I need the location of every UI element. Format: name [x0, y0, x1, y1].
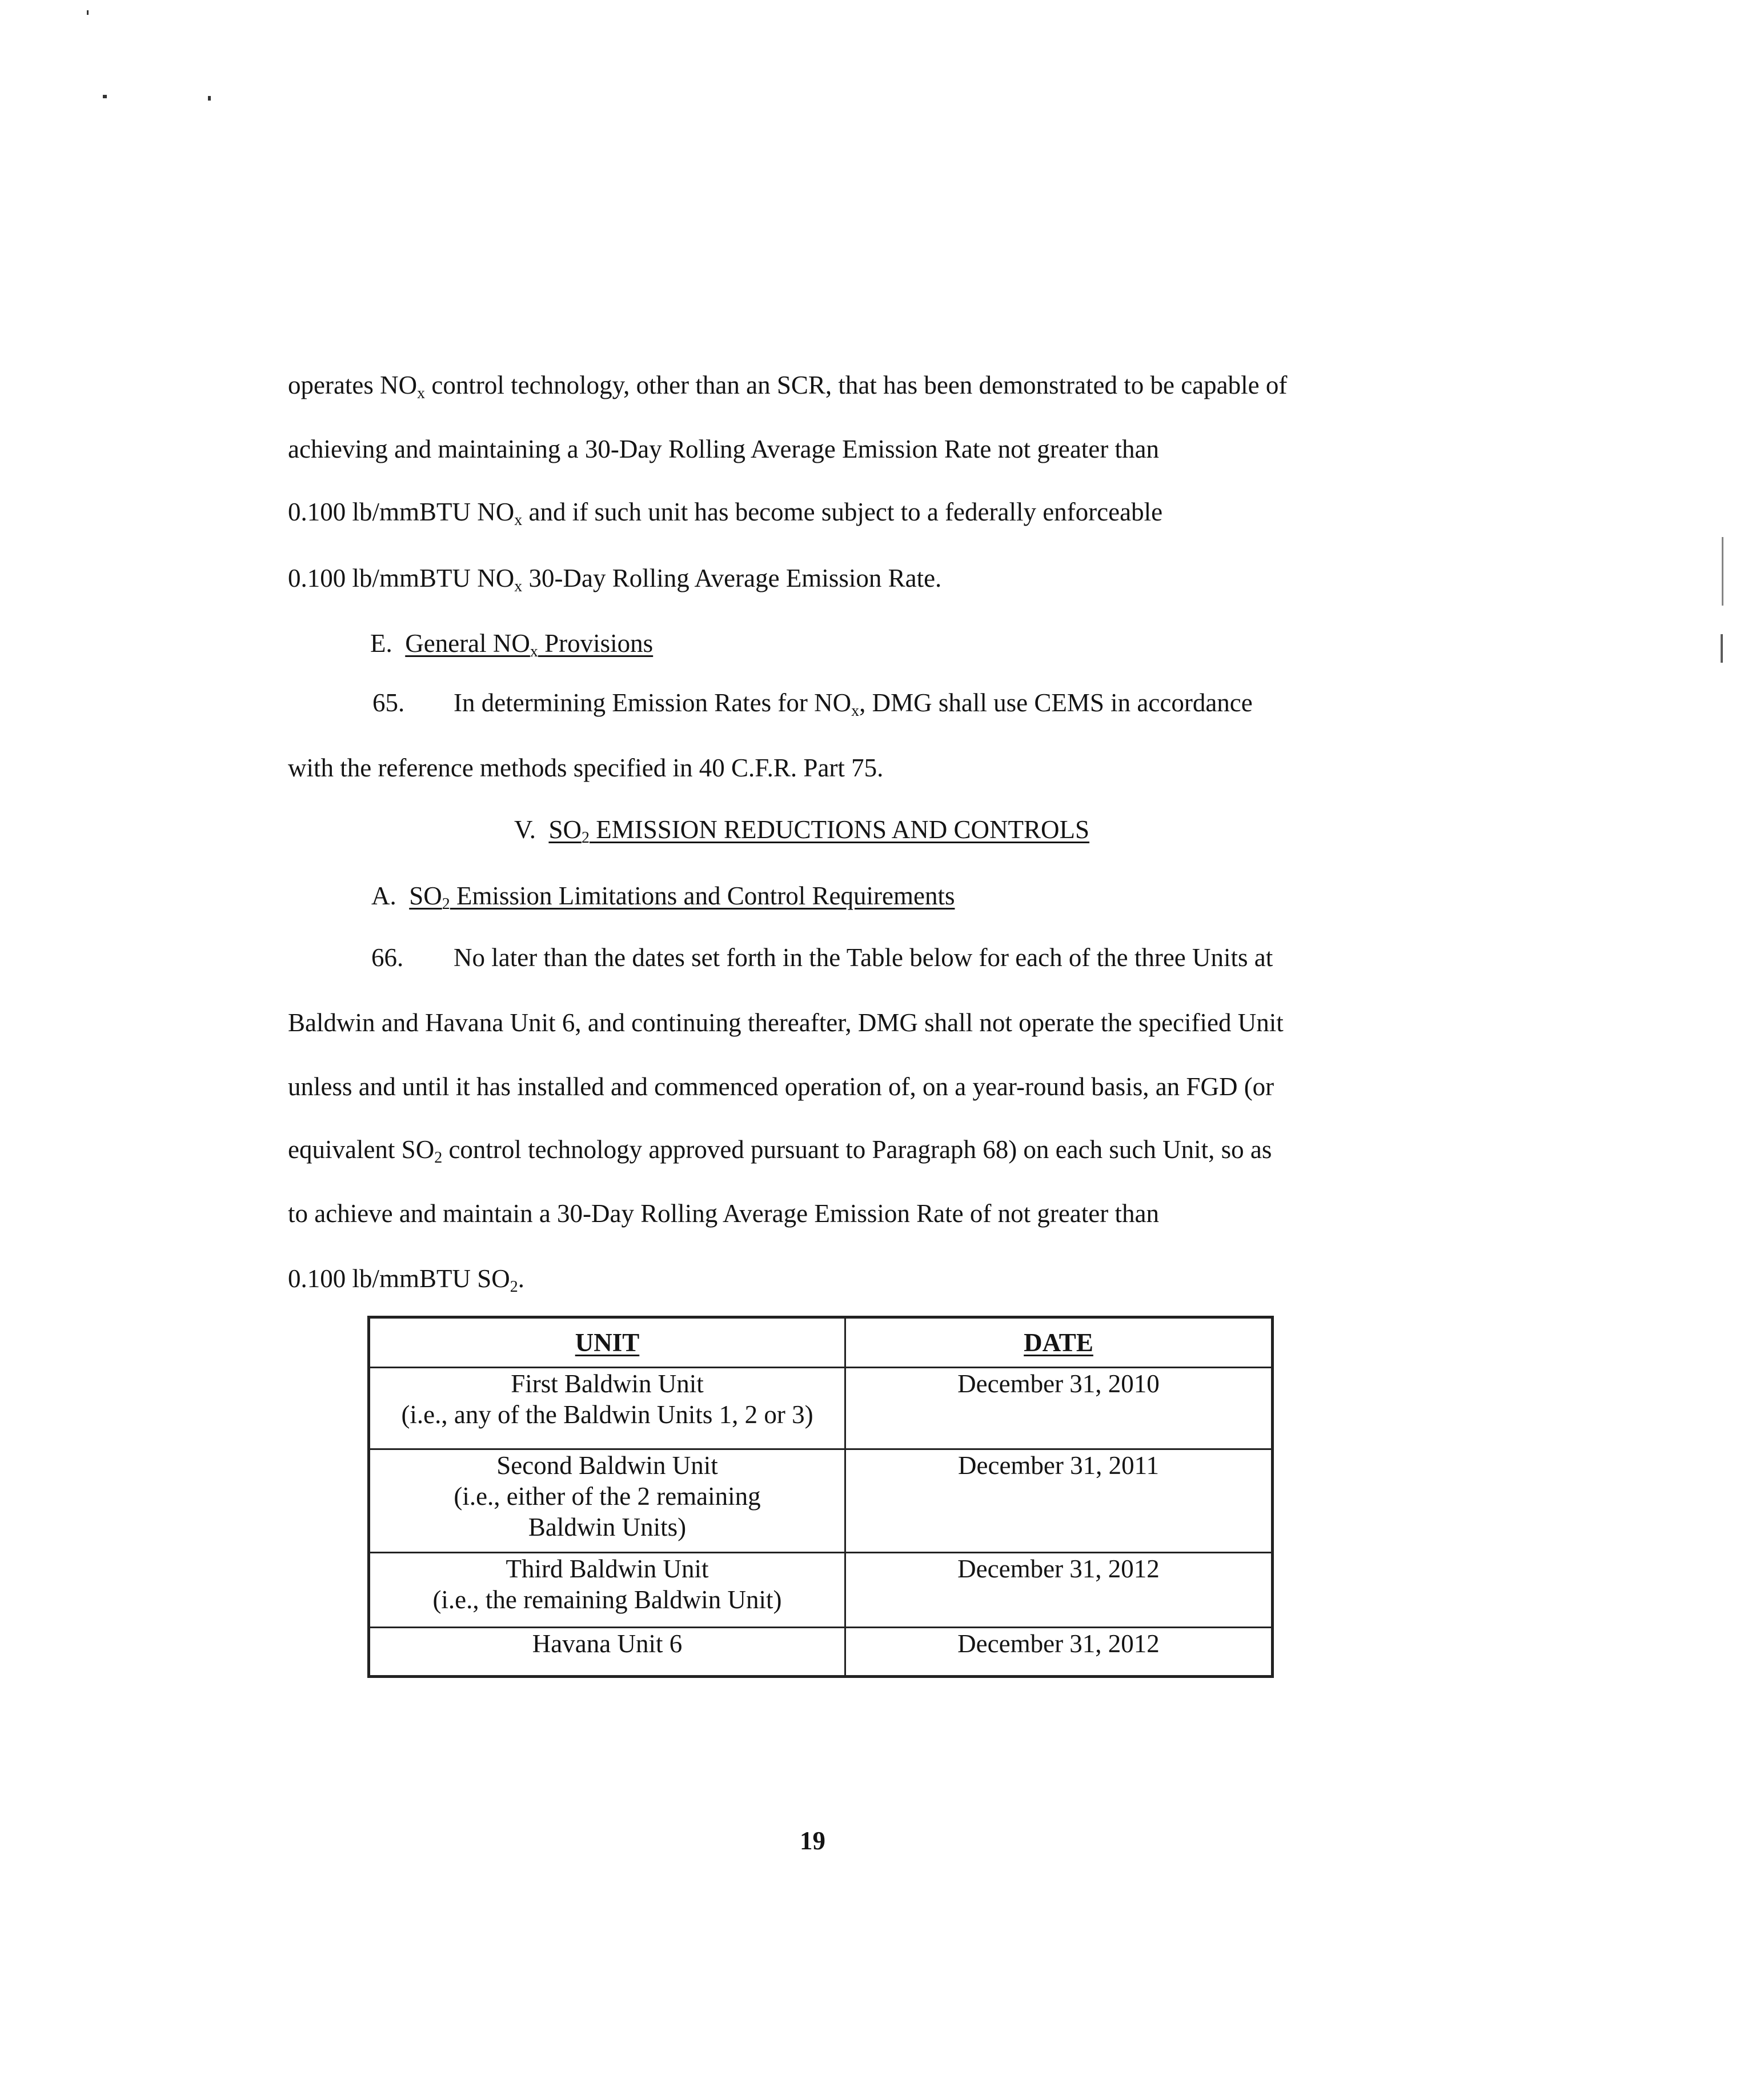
- paragraph-65-line-2: with the reference methods specified in 40 C.F.R. Part 75.: [288, 754, 884, 782]
- paragraph-66-line-1: No later than the dates set forth in the Table below for each of the three Units at: [454, 943, 1273, 972]
- intro-line-1: operates $NO_x$ control technology, other than an SCR, that has been demonstrated to be capable of: [288, 371, 1288, 402]
- table-header-row: [369, 1317, 1273, 1368]
- paragraph-66-line-3: unless and until it has installed and commenced operation of, on a year-round basis, an FGD (or: [288, 1072, 1274, 1101]
- revision-bar: [1721, 634, 1723, 663]
- date-column-header: DATE: [845, 1317, 1273, 1368]
- date-cell: December 31, 2012: [845, 1553, 1273, 1628]
- intro-line-4: 0.100 lb/mmBTU $NO_x$ 30-Day Rolling Average Emission Rate.: [288, 564, 942, 595]
- unit-column-header: UNIT: [369, 1317, 845, 1368]
- unit-cell: Second Baldwin Unit (i.e., either of the 2 remaining Baldwin Units): [369, 1449, 845, 1553]
- unit-cell: Third Baldwin Unit (i.e., the remaining Baldwin Unit): [369, 1553, 845, 1628]
- paragraph-66-line-5: to achieve and maintain a 30-Day Rolling Average Emission Rate of not greater than: [288, 1199, 1159, 1228]
- scan-speck: [103, 95, 107, 98]
- scan-speck: [208, 96, 211, 101]
- table-row: [369, 1449, 1273, 1553]
- paragraph-66-line-6: 0.100 lb/mmBTU $SO_2$.: [288, 1264, 525, 1296]
- compliance-dates-table: [367, 1316, 1274, 1678]
- intro-line-3: 0.100 lb/mmBTU $NO_x$ and if such unit has become subject to a federally enforceable: [288, 498, 1163, 529]
- paragraph-66-line-4: equivalent $SO_2$ control technology approved pursuant to Paragraph 68) on each such Unit, so as: [288, 1135, 1272, 1167]
- table-row: [369, 1368, 1273, 1449]
- paragraph-66-number: 66.: [371, 943, 404, 972]
- date-cell: December 31, 2010: [845, 1368, 1273, 1449]
- unit-cell: Havana Unit 6: [369, 1628, 845, 1677]
- paragraph-66-line-2: Baldwin and Havana Unit 6, and continuing thereafter, DMG shall not operate the specified Unit: [288, 1008, 1284, 1037]
- section-heading-e: E. General $NO_x$ Provisions: [370, 629, 654, 660]
- intro-line-2: achieving and maintaining a 30-Day Rolling Average Emission Rate not greater than: [288, 435, 1159, 463]
- page-number: 19: [800, 1826, 825, 1855]
- section-heading-a: A. $SO_2$ Emission Limitations and Control Requirements: [371, 882, 955, 913]
- scan-speck: [87, 10, 89, 15]
- section-heading-v: V. $SO_2$ EMISSION REDUCTIONS AND CONTROLS: [514, 815, 1090, 847]
- table-row: [369, 1628, 1273, 1677]
- date-cell: December 31, 2011: [845, 1449, 1273, 1553]
- table-row: [369, 1553, 1273, 1628]
- paragraph-65-line-1: 65.: [372, 688, 405, 717]
- revision-bar: [1722, 537, 1723, 606]
- date-cell: December 31, 2012: [845, 1628, 1273, 1677]
- unit-cell: First Baldwin Unit (i.e., any of the Baldwin Units 1, 2 or 3): [369, 1368, 845, 1449]
- paragraph-65-line-1-text: In determining Emission Rates for $NO_x$, DMG shall use CEMS in accordance: [454, 688, 1253, 720]
